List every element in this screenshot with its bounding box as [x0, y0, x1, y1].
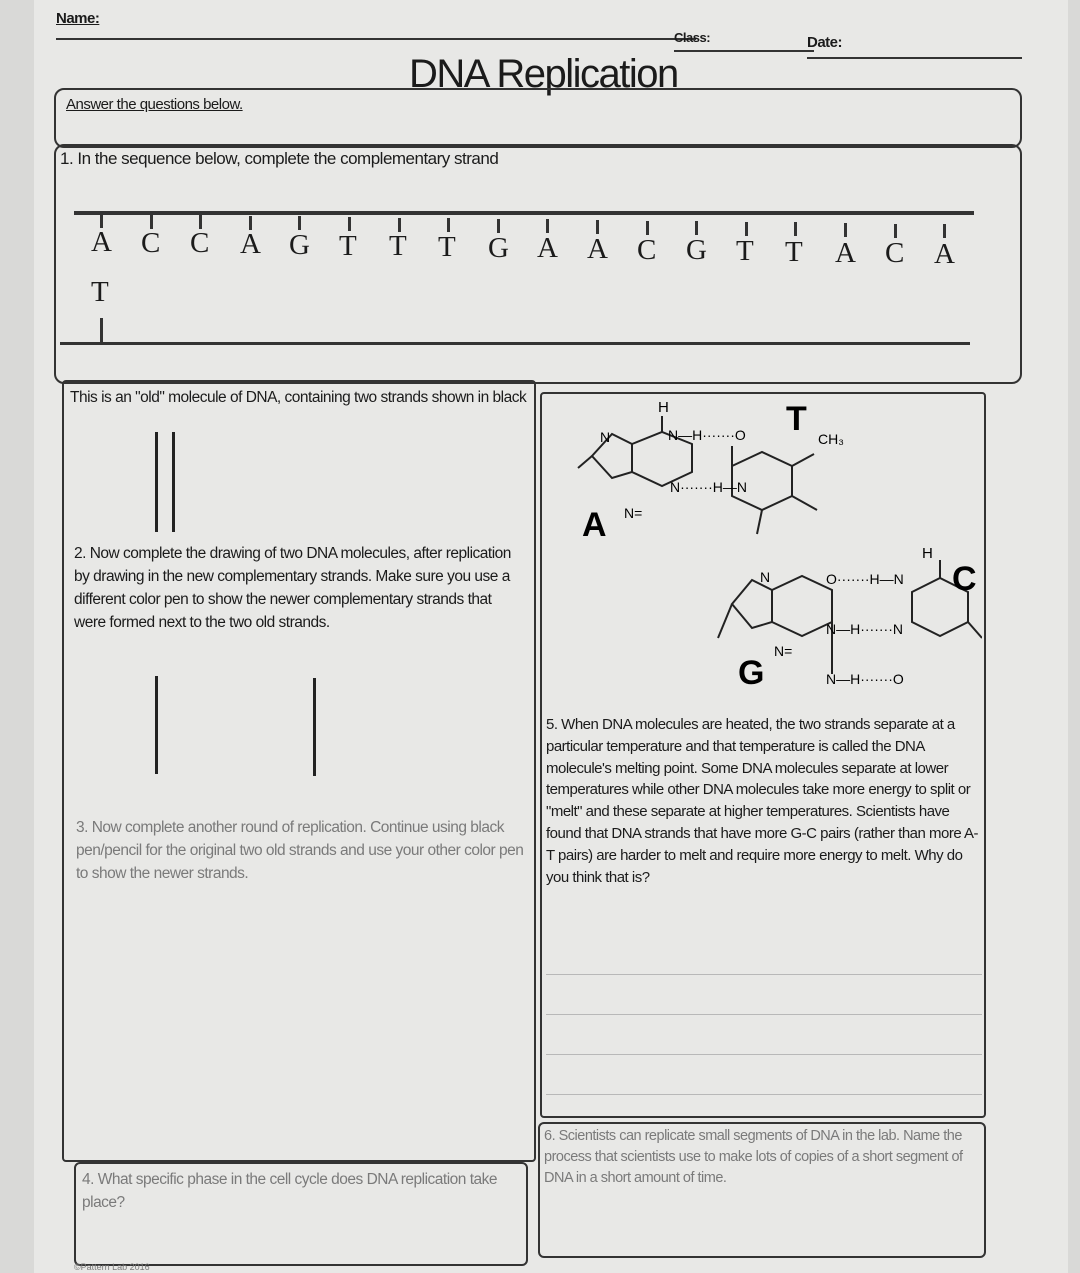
worksheet — [34, 0, 1068, 1273]
question-2-text: 2. Now complete the drawing of two DNA molecules, after replication by drawing in the new complementary strands. Make sure you use a different color pen to show the newer complementary strands that were formed next to the two old strands. — [74, 545, 511, 631]
top-base: A — [91, 226, 112, 258]
top-tick — [546, 219, 549, 233]
page-title: DNA Replication — [409, 52, 678, 96]
gc-hbond-2: N—H·······N — [826, 621, 903, 637]
question-5-text: 5. When DNA molecules are heated, the two strands separate at a particular temperature and that temperature is called the DNA molecule's melting point. Some DNA molecules separate at lower temperatures while other DNA molecules take more energy to split or "melt" and these separate at higher temperatures. Scientists have found that DNA strands that have more G-C pairs (rather than more A-T pairs) are harder to melt and require more energy to melt. Why do you think that is? — [546, 716, 979, 886]
top-base: T — [438, 230, 456, 263]
answer-line — [546, 1094, 982, 1095]
top-base: C — [141, 226, 161, 259]
top-base: G — [289, 228, 310, 261]
top-base: G — [686, 234, 707, 267]
base-a-label: A — [582, 506, 607, 544]
question-1-text: 1. In the sequence below, complete the complementary strand — [60, 149, 499, 168]
top-tick — [646, 221, 649, 235]
bottom-base: T — [91, 276, 109, 308]
question-4-text: 4. What specific phase in the cell cycle does DNA replication take place? — [82, 1171, 498, 1211]
class-label: Class: — [674, 30, 711, 45]
at-ch3-label: CH₃ — [818, 431, 844, 447]
instructions-text: Answer the questions below. — [66, 96, 243, 113]
answer-line — [546, 1054, 982, 1055]
top-tick — [695, 221, 698, 235]
replicated-strand-2 — [313, 678, 316, 776]
top-base: T — [339, 229, 357, 262]
top-tick — [894, 224, 897, 238]
replicated-strand-1 — [155, 676, 158, 774]
bottom-backbone — [60, 342, 970, 345]
at-h-label: H — [658, 399, 669, 416]
base-t-label: T — [786, 400, 807, 438]
top-base: T — [736, 235, 754, 268]
at-hbond-2: N·······H—N — [670, 479, 747, 495]
at-n-label: N — [600, 429, 611, 445]
top-base: C — [637, 233, 657, 266]
top-base: A — [934, 237, 955, 270]
gc-hbond-3: N—H·······O — [826, 671, 904, 687]
footer-copyright: ©Pattern Lab 2016 — [74, 1262, 150, 1272]
question-3-text: 3. Now complete another round of replication. Continue using black pen/pencil for the original two old strands and use your other color pen to show the newer strands. — [76, 819, 524, 882]
old-molecule-text: This is an "old" molecule of DNA, containing two strands shown in black — [70, 389, 527, 406]
top-base: G — [488, 231, 509, 264]
gc-neq-label: N= — [774, 643, 793, 659]
top-tick — [844, 223, 847, 237]
answer-line — [546, 1014, 982, 1015]
old-strand-left — [155, 432, 158, 532]
top-base: A — [240, 228, 261, 261]
top-base: T — [389, 230, 407, 263]
top-base: A — [587, 233, 608, 265]
at-hbond-1: N—H·······O — [668, 427, 746, 443]
bottom-tick — [100, 318, 103, 342]
top-tick — [596, 220, 599, 234]
top-tick — [745, 222, 748, 236]
question-6-box — [538, 1122, 986, 1258]
base-g-label: G — [738, 654, 765, 692]
top-tick — [794, 222, 797, 236]
name-line — [56, 38, 696, 40]
gc-n-label: N — [760, 569, 771, 585]
top-tick — [943, 224, 946, 238]
class-line — [674, 50, 814, 52]
question-6-text: 6. Scientists can replicate small segments of DNA in the lab. Name the process that scientists use to make lots of copies of a short segment of DNA in a short amount of time. — [544, 1128, 963, 1186]
old-strand-right — [172, 432, 175, 532]
base-pair-diagram — [542, 394, 982, 714]
at-neq-label: N= — [624, 505, 643, 521]
left-column-box — [62, 380, 536, 1162]
top-base: A — [835, 236, 856, 269]
question-4-box — [74, 1162, 528, 1266]
date-line — [807, 57, 1022, 59]
top-backbone — [74, 211, 974, 215]
name-label: Name: — [56, 10, 100, 27]
top-base: C — [190, 227, 210, 260]
answer-line — [546, 974, 982, 975]
gc-hbond-1: O·······H—N — [826, 571, 904, 587]
top-base: T — [785, 235, 803, 268]
base-c-label: C — [952, 560, 977, 598]
top-base: A — [537, 232, 558, 265]
date-label: Date: — [807, 34, 843, 51]
top-base: C — [885, 237, 905, 270]
gc-h-label: H — [922, 545, 933, 562]
right-column-box — [540, 392, 986, 1118]
instructions-box — [54, 88, 1022, 148]
